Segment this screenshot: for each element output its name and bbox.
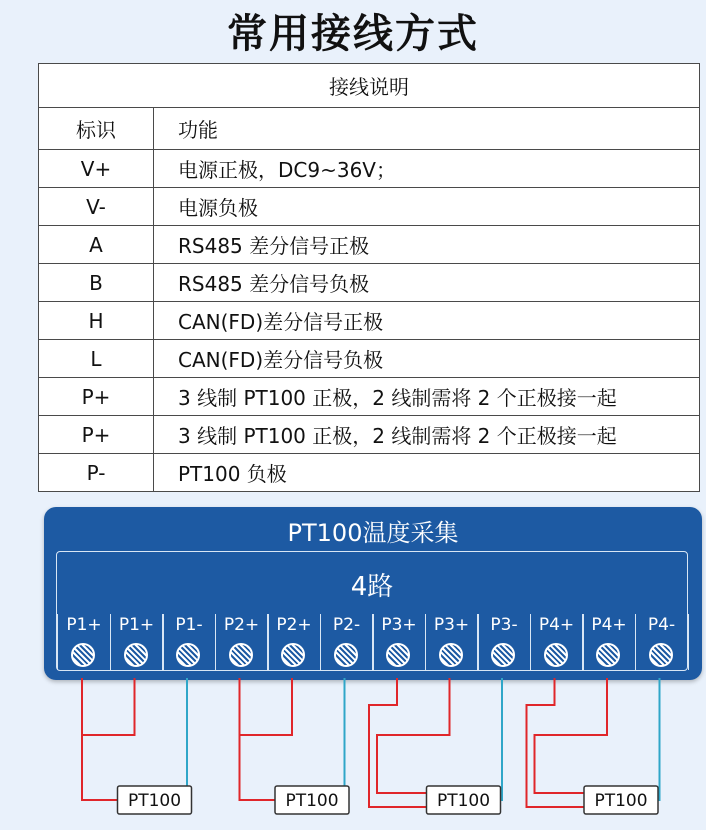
pin-label: P4+ (591, 615, 627, 635)
pt100-label: PT100 (127, 791, 182, 811)
positive-wire (82, 678, 118, 800)
pt100-label: PT100 (436, 791, 491, 811)
pt100-label: PT100 (285, 791, 339, 811)
pin-label: P3+ (433, 615, 470, 635)
row-func: PT100 负极 (154, 454, 700, 492)
header-func: 功能 (154, 108, 700, 150)
row-id: B (39, 264, 154, 302)
positive-wire (240, 678, 276, 800)
pt100-sensor (427, 786, 501, 814)
board-title: PT100温度采集 (287, 519, 459, 547)
negative-wire (658, 678, 660, 800)
row-id: L (39, 340, 154, 378)
row-func: CAN(FD)差分信号正极 (154, 302, 700, 340)
negative-wire (345, 678, 350, 800)
pin-label: P1+ (66, 615, 102, 635)
row-id: A (39, 226, 154, 264)
row-id: P+ (39, 416, 154, 454)
table-caption: 接线说明 (39, 64, 700, 108)
pin-label: P2- (332, 615, 361, 635)
pin-label: P4+ (538, 615, 575, 635)
pt100-sensor (275, 786, 349, 814)
header-id: 标识 (39, 108, 154, 150)
pin-label: P1- (175, 615, 203, 635)
row-id: P+ (39, 378, 154, 416)
row-func: RS485 差分信号负极 (154, 264, 700, 302)
pin-label: P2+ (276, 615, 312, 635)
page-title: 常用接线方式 (227, 11, 479, 57)
row-func: CAN(FD)差分信号负极 (154, 340, 700, 378)
row-id: V- (39, 188, 154, 226)
pin-label: P3- (490, 615, 518, 635)
positive-wire (240, 678, 293, 735)
pin-label: P1+ (118, 615, 155, 635)
channel-count: 4路 (350, 572, 394, 602)
row-func: RS485 差分信号正极 (154, 226, 700, 264)
positive-wire (82, 678, 135, 735)
row-id: H (39, 302, 154, 340)
pin-label: P3+ (381, 615, 417, 635)
positive-wire (535, 678, 608, 793)
row-func: 3 线制 PT100 正极，2 线制需将 2 个正极接一起 (154, 416, 700, 454)
row-func: 电源负极 (154, 188, 700, 226)
positive-wire (377, 678, 450, 793)
row-func: 3 线制 PT100 正极，2 线制需将 2 个正极接一起 (154, 378, 700, 416)
pin-label: P2+ (223, 615, 260, 635)
pin-label: P4- (647, 615, 676, 635)
pt100-label: PT100 (594, 791, 648, 811)
pt100-sensor (118, 786, 192, 814)
row-id: P- (39, 454, 154, 492)
negative-wire (187, 678, 192, 800)
row-func: 电源正极，DC9~36V； (154, 150, 700, 188)
pt100-sensor (584, 786, 658, 814)
negative-wire (501, 678, 503, 800)
row-id: V+ (39, 150, 154, 188)
